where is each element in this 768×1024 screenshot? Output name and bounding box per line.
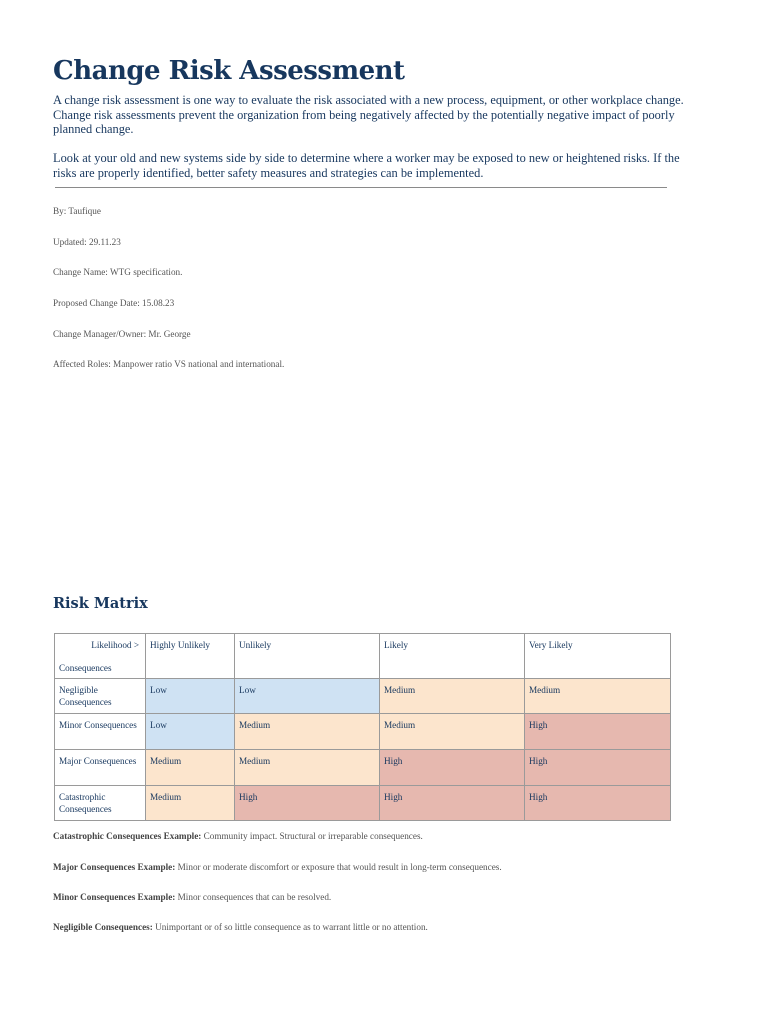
risk-cell: Medium xyxy=(380,679,525,714)
column-header: Highly Unlikely xyxy=(146,634,235,679)
risk-cell: Medium xyxy=(380,714,525,750)
matrix-header-row xyxy=(55,634,671,679)
column-header: Very Likely xyxy=(525,634,671,679)
definition-negligible xyxy=(53,921,428,933)
definition-major xyxy=(53,861,502,873)
meta-updated: Updated: 29.11.23 xyxy=(53,237,121,247)
risk-cell: High xyxy=(235,786,380,821)
risk-cell: High xyxy=(380,750,525,786)
likelihood-axis-label: Likelihood > xyxy=(91,640,139,650)
definition-term: Minor Consequences Example: xyxy=(53,892,176,902)
matrix-row xyxy=(55,714,671,750)
meta-owner: Change Manager/Owner: Mr. George xyxy=(53,329,191,339)
definition-text: Minor consequences that can be resolved. xyxy=(175,892,332,902)
risk-matrix-table xyxy=(54,633,671,821)
risk-cell: Medium xyxy=(146,786,235,821)
risk-cell: High xyxy=(525,714,671,750)
risk-matrix-title: Risk Matrix xyxy=(53,595,148,612)
definition-minor xyxy=(53,891,331,903)
definition-text: Unimportant or of so little consequence as to warrant little or no attention. xyxy=(152,922,428,932)
meta-affected-roles: Affected Roles: Manpower ratio VS national and international. xyxy=(53,359,285,369)
risk-cell: Medium xyxy=(525,679,671,714)
risk-cell: Low xyxy=(146,679,235,714)
row-header: Major Consequences xyxy=(55,750,146,786)
meta-proposed-date: Proposed Change Date: 15.08.23 xyxy=(53,298,175,308)
matrix-row xyxy=(55,679,671,714)
horizontal-divider xyxy=(55,187,667,188)
risk-cell: High xyxy=(525,750,671,786)
definition-catastrophic xyxy=(53,830,423,842)
definition-text: Community impact. Structural or irreparable consequences. xyxy=(201,831,423,841)
row-header: Negligible Consequences xyxy=(55,679,146,714)
intro-paragraph-2: Look at your old and new systems side by side to determine where a worker may be exposed to new or heightened risks. If the risks are properly identified, better safety measures and strategies can be implemented. xyxy=(53,151,680,180)
row-header: Catastrophic Consequences xyxy=(55,786,146,821)
page-title: Change Risk Assessment xyxy=(53,56,405,86)
consequences-axis-label: Consequences xyxy=(59,663,112,673)
column-header: Likely xyxy=(380,634,525,679)
matrix-row xyxy=(55,786,671,821)
risk-cell: Low xyxy=(235,679,380,714)
definition-term: Catastrophic Consequences Example: xyxy=(53,831,202,841)
definition-text: Minor or moderate discomfort or exposure that would result in long-term consequences. xyxy=(175,862,502,872)
intro-paragraph-1: A change risk assessment is one way to evaluate the risk associated with a new process, equipment, or other workplace change. Change risk assessments prevent the organization from being negatively affected by the potentially negative impact of poorly planned change. xyxy=(53,93,684,137)
matrix-row xyxy=(55,750,671,786)
definition-term: Major Consequences Example: xyxy=(53,862,176,872)
row-header: Minor Consequences xyxy=(55,714,146,750)
matrix-corner-cell xyxy=(55,634,146,679)
risk-cell: Medium xyxy=(235,714,380,750)
risk-cell: High xyxy=(380,786,525,821)
risk-cell: Low xyxy=(146,714,235,750)
risk-cell: Medium xyxy=(235,750,380,786)
risk-cell: High xyxy=(525,786,671,821)
meta-author: By: Taufique xyxy=(53,206,101,216)
meta-change-name: Change Name: WTG specification. xyxy=(53,267,183,277)
column-header: Unlikely xyxy=(235,634,380,679)
risk-cell: Medium xyxy=(146,750,235,786)
definition-term: Negligible Consequences: xyxy=(53,922,153,932)
